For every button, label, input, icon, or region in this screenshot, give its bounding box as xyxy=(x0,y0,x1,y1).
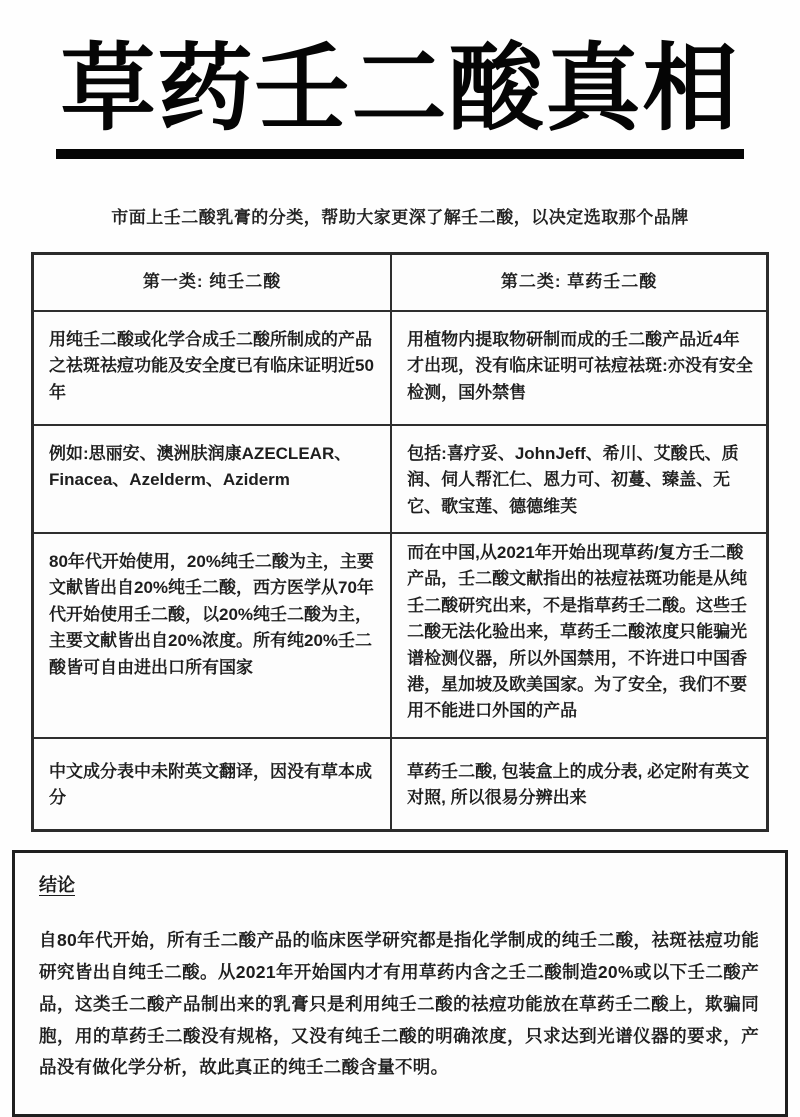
table-row xyxy=(33,533,768,737)
cell-clinical-proof-pure: 用纯壬二酸或化学合成壬二酸所制成的产品之祛斑祛痘功能及安全度已有临床证明近50年 xyxy=(33,311,392,425)
conclusion-heading: 结论 xyxy=(39,875,75,896)
table-row xyxy=(33,425,768,533)
cell-ingredient-label-herbal: 草药壬二酸, 包装盒上的成分表, 必定附有英文对照, 所以很易分辨出来 xyxy=(391,738,767,831)
cell-brand-examples-herbal: 包括:喜疗妥、JohnJeff、希川、艾酸氏、质润、伺人帮汇仁、恩力可、初蔓、臻盖、无它、歌宝莲、德德维芙 xyxy=(391,425,767,533)
cell-history-pure: 80年代开始使用，20%纯壬二酸为主，主要文献皆出自20%纯壬二酸，西方医学从70年代开始使用壬二酸，以20%纯壬二酸为主，主要文献皆出自20%浓度。所有纯20%壬二酸皆可自由进出口所有国家 xyxy=(33,533,392,737)
title-section xyxy=(0,38,800,159)
table-row xyxy=(33,311,768,425)
table-row xyxy=(33,738,768,831)
cell-clinical-proof-herbal: 用植物内提取物研制而成的壬二酸产品近4年才出现，没有临床证明可祛痘祛斑:亦没有安全检测，国外禁售 xyxy=(391,311,767,425)
cell-ingredient-label-pure: 中文成分表中未附英文翻译，因没有草本成分 xyxy=(33,738,392,831)
conclusion-body: 自80年代开始，所有壬二酸产品的临床医学研究都是指化学制成的纯壬二酸，祛斑祛痘功能研究皆出自纯壬二酸。从2021年开始国内才有用草药内含之壬二酸制造20%或以下壬二酸产品，这类壬二酸产品制出来的乳膏只是利用纯壬二酸的祛痘功能放在草药壬二酸上，欺骗同胞，用的草药壬二酸没有规格，又没有纯壬二酸的明确浓度，只求达到光谱仪器的要求，产品没有做化学分析，故此真正的纯壬二酸含量不明。 xyxy=(39,930,759,1078)
cell-brand-examples-pure: 例如:思丽安、澳洲肤润康AZECLEAR、Finacea、Azelderm、Aziderm xyxy=(33,425,392,533)
table-header-row xyxy=(33,253,768,311)
page-title: 草药壬二酸真相 xyxy=(56,38,743,159)
comparison-table xyxy=(31,252,769,832)
cell-history-herbal: 而在中国,从2021年开始出现草药/复方壬二酸产品，壬二酸文献指出的祛痘祛斑功能是从纯壬二酸研究出来，不是指草药壬二酸。这些壬二酸无法化验出来，草药壬二酸浓度只能骗光谱检测仪器，所以外国禁用，不许进口中国香港，星加坡及欧美国家。为了安全，我们不要用不能进口外国的产品 xyxy=(391,533,767,737)
column-header-herbal-azelaic: 第二类: 草药壬二酸 xyxy=(391,253,767,311)
page-subtitle: 市面上壬二酸乳膏的分类，帮助大家更深了解壬二酸，以决定选取那个品牌 xyxy=(111,207,689,227)
conclusion-box xyxy=(12,850,788,1117)
column-header-pure-azelaic: 第一类: 纯壬二酸 xyxy=(33,253,392,311)
